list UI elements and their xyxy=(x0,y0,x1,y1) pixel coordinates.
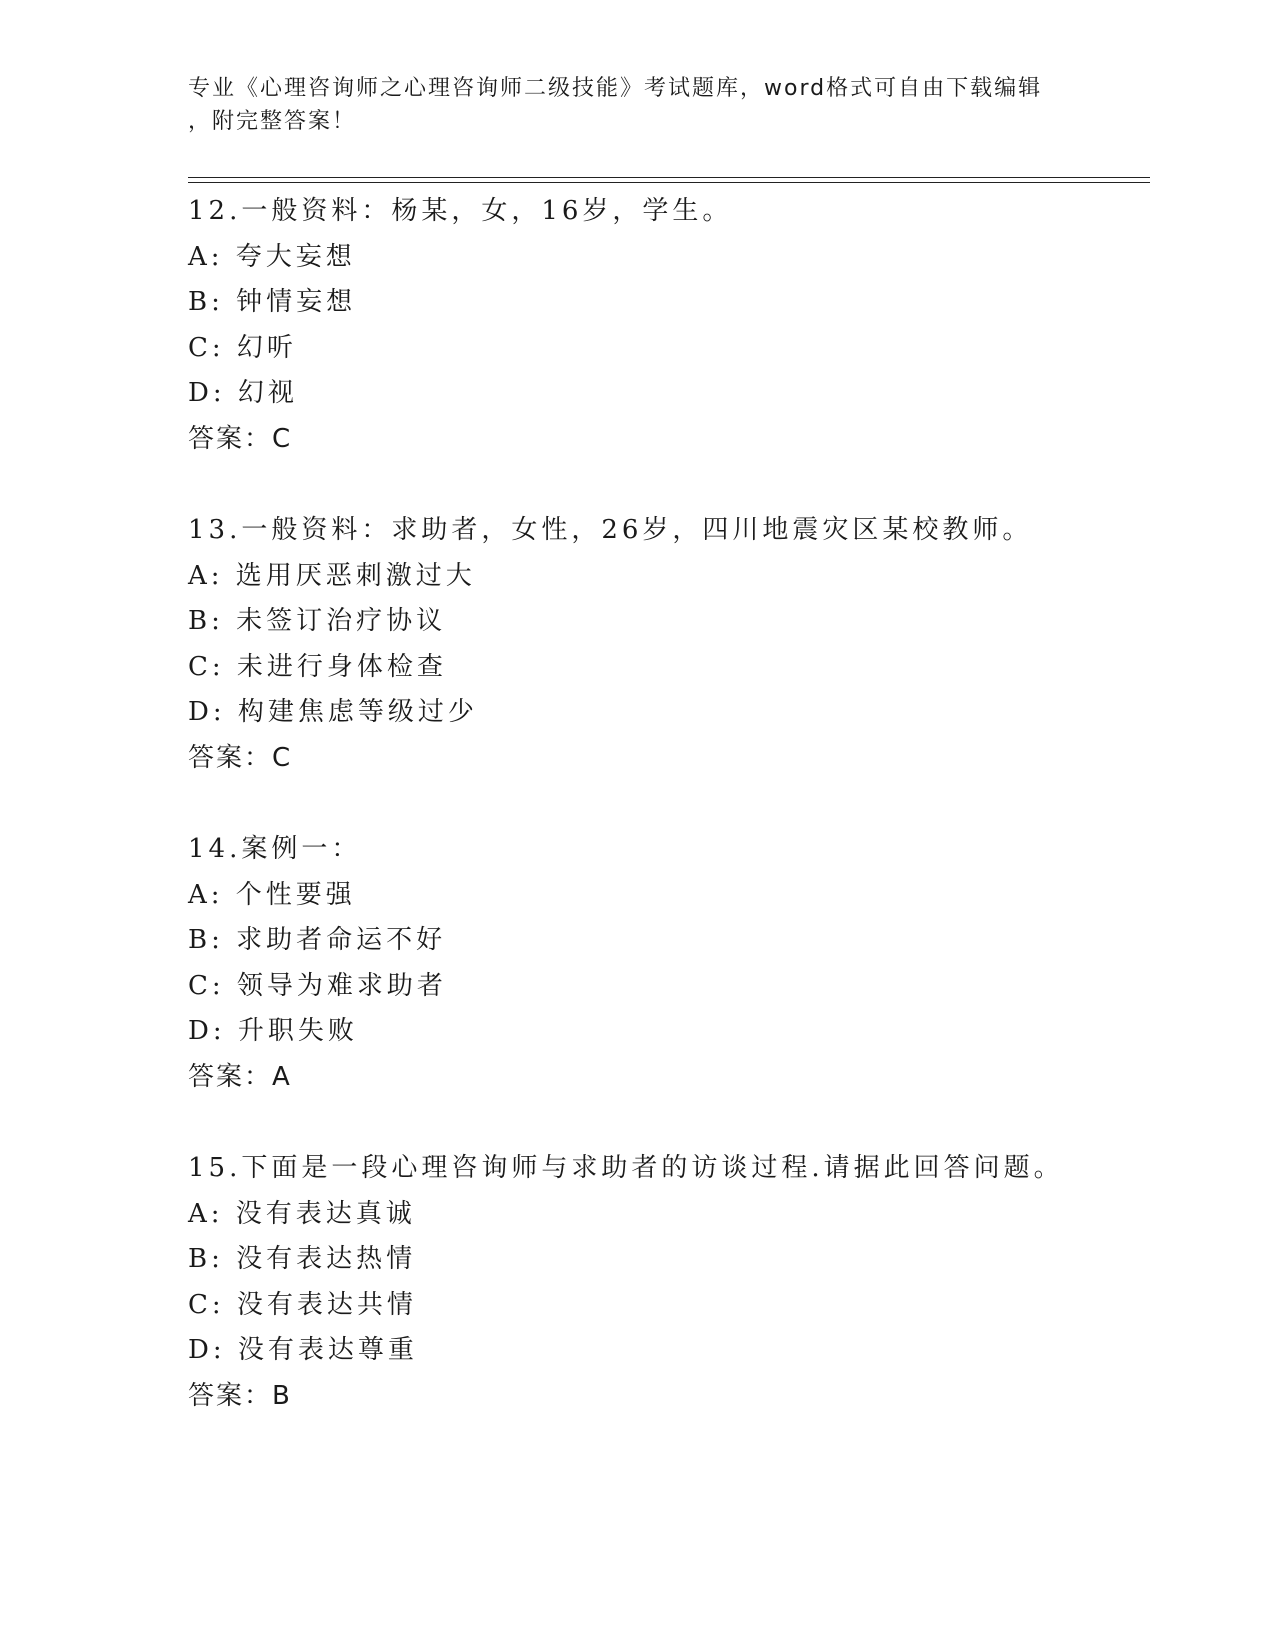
option-a: A: 个性要强 xyxy=(188,879,356,910)
option-a: A: 选用厌恶刺激过大 xyxy=(188,560,476,591)
question-title: 12.一般资料：杨某，女，16岁，学生。 xyxy=(188,196,733,226)
option-b: B: 没有表达热情 xyxy=(188,1244,417,1275)
option-b: B: 求助者命运不好 xyxy=(188,925,447,956)
question-block xyxy=(188,827,1148,1101)
option-b: B: 钟情妄想 xyxy=(188,287,357,318)
option-d: D: 没有表达尊重 xyxy=(188,1335,418,1366)
option-d: D: 升职失败 xyxy=(188,1016,358,1047)
option-c: C: 幻听 xyxy=(188,332,297,363)
question-title: 13.一般资料：求助者，女性，26岁，四川地震灾区某校教师。 xyxy=(188,515,1033,545)
option-d: D: 构建焦虑等级过少 xyxy=(188,697,478,728)
answer-line: 答案：C xyxy=(188,742,293,773)
question-title: 14.案例一： xyxy=(188,834,362,864)
option-d: D: 幻视 xyxy=(188,378,298,409)
option-c: C: 领导为难求助者 xyxy=(188,970,447,1001)
document-header xyxy=(188,72,1068,138)
option-a: A: 夸大妄想 xyxy=(188,241,356,272)
question-block xyxy=(188,508,1148,782)
header-line-1: 专业《心理咨询师之心理咨询师二级技能》考试题库，word格式可自由下载编辑 xyxy=(188,76,1043,101)
answer-line: 答案：B xyxy=(188,1380,292,1411)
header-divider-top xyxy=(188,177,1150,178)
question-block xyxy=(188,189,1148,463)
header-divider-bottom xyxy=(188,182,1150,183)
option-c: C: 未进行身体检查 xyxy=(188,651,447,682)
option-c: C: 没有表达共情 xyxy=(188,1289,417,1320)
option-b: B: 未签订治疗协议 xyxy=(188,606,447,637)
answer-line: 答案：C xyxy=(188,423,293,454)
option-a: A: 没有表达真诚 xyxy=(188,1198,416,1229)
answer-line: 答案：A xyxy=(188,1061,292,1092)
question-block xyxy=(188,1146,1148,1420)
question-title: 15.下面是一段心理咨询师与求助者的访谈过程.请据此回答问题。 xyxy=(188,1153,1064,1183)
header-line-2: ，附完整答案！ xyxy=(188,109,357,134)
